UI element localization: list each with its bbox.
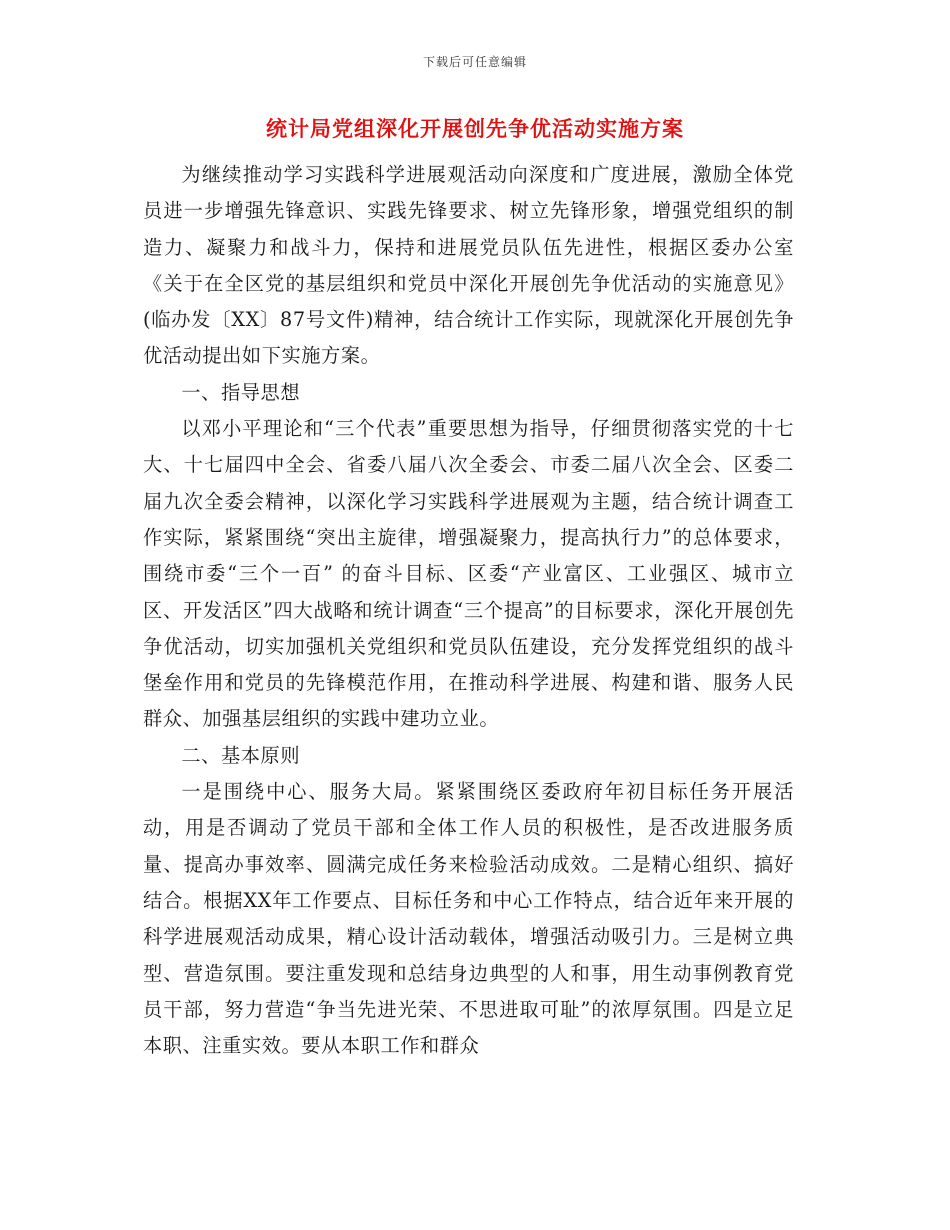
document-title: 统计局党组深化开展创先争优活动实施方案 <box>266 116 684 141</box>
paragraph-guiding-ideology: 以邓小平理论和“三个代表”重要思想为指导，仔细贯彻落实党的十七大、十七届四中全会、省委八届八次全委会、市委二届八次全会、区委二届九次全委会精神，以深化学习实践科学进展观为主题，结合统计调查工作实际，紧紧围绕“突出主旋律，增强凝聚力，提高执行力”的总体要求，围绕市委“三个一百” 的奋斗目标、区委“产业富区、工业强区、城市立区、开发活区”四大战略和统计调查“三个提高”的目标要求，深化开展创先争优活动，切实加强机关党组织和党员队伍建设，充分发挥党组织的战斗堡垒作用和党员的先锋模范作用，在推动科学进展、构建和谐、服务人民群众、加强基层组织的实践中建功立业。 <box>143 417 794 731</box>
section-heading-guiding-ideology: 一、指导思想 <box>181 380 301 404</box>
paragraph-basic-principles: 一是围绕中心、服务大局。紧紧围绕区委政府年初目标任务开展活动，用是否调动了党员干部和全体工作人员的积极性，是否改进服务质量、提高办事效率、圆满完成任务来检验活动成效。二是精心组织、搞好结合。根据XX年工作要点、目标任务和中心工作特点，结合近年来开展的科学进展观活动成果，精心设计活动载体，增强活动吸引力。三是树立典型、营造氛围。要注重发现和总结身边典型的人和事，用生动事例教育党员干部，努力营造“争当先进光荣、不思进取可耻”的浓厚氛围。四是立足本职、注重实效。要从本职工作和群众 <box>143 780 794 1058</box>
document-body <box>143 157 794 1064</box>
paragraph-intro: 为继续推动学习实践科学进展观活动向深度和广度进展，激励全体党员进一步增强先锋意识、实践先锋要求、树立先锋形象，增强党组织的制造力、凝聚力和战斗力，保持和进展党员队伍先进性，根据区委办公室《关于在全区党的基层组织和党员中深化开展创先争优活动的实施意见》(临办发〔XX〕87号文件)精神，结合统计工作实际，现就深化开展创先争优活动提出如下实施方案。 <box>143 163 794 368</box>
page-header-note: 下载后可任意编辑 <box>422 55 527 69</box>
section-heading-basic-principles: 二、基本原则 <box>181 743 301 767</box>
